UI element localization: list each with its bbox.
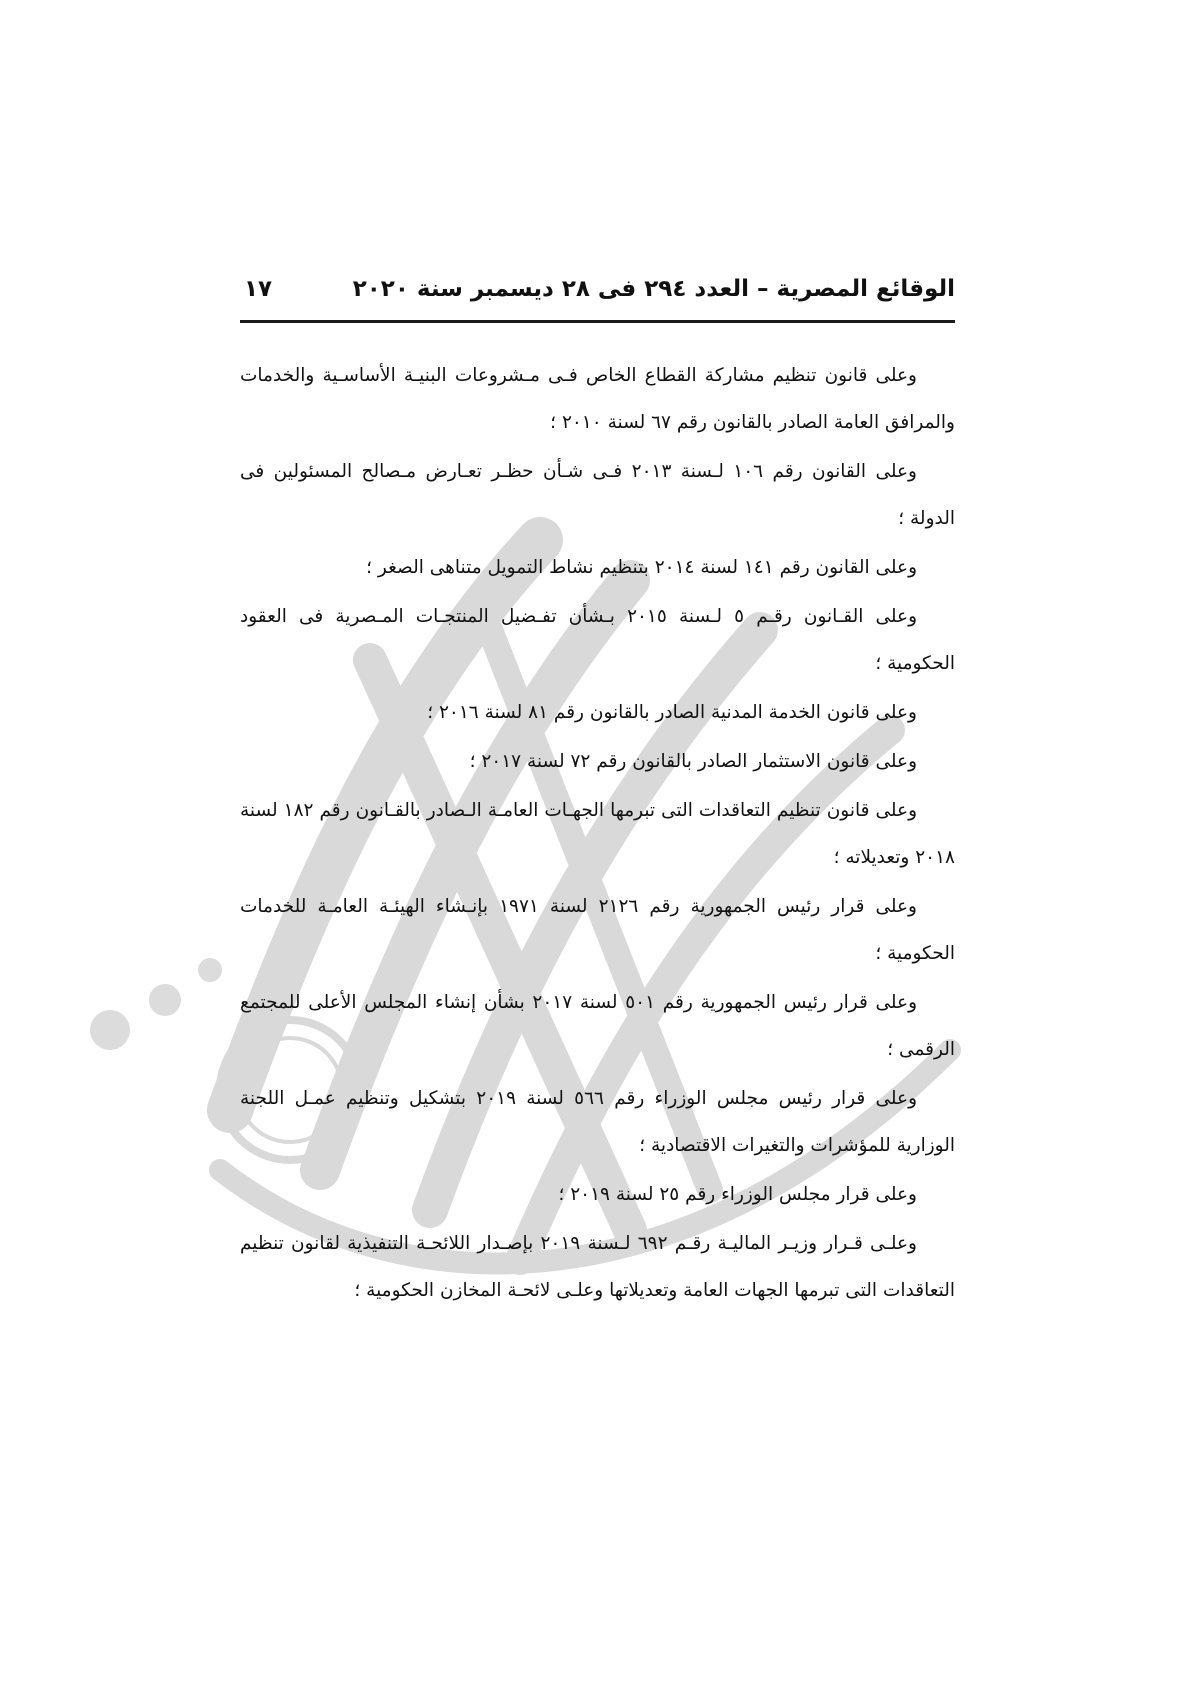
page-header — [240, 270, 955, 320]
paragraph-microfinance-law: وعلى القانون رقم ١٤١ لسنة ٢٠١٤ بتنظيم نشاط التمويل متناهى الصغر ؛ — [366, 557, 917, 578]
paragraph-civil-service-law: وعلى قانون الخدمة المدنية الصادر بالقانون رقم ٨١ لسنة ٢٠١٦ ؛ — [427, 702, 917, 723]
paragraph-cabinet-decision: وعلى قرار مجلس الوزراء رقم ٢٥ لسنة ٢٠١٩ ؛ — [558, 1184, 917, 1205]
header-divider — [240, 320, 955, 323]
paragraph-investment-law: وعلى قانون الاستثمار الصادر بالقانون رقم ٧٢ لسنة ٢٠١٧ ؛ — [469, 751, 917, 772]
paragraph-egyptian-products-law: وعلى القـانون رقـم ٥ لـسنة ٢٠١٥ بـشأن تفـضيل المنتجـات المـصرية فى العقود الحكومية ؛ — [240, 606, 955, 674]
paragraph-public-contracts-law: وعلى قانون تنظيم التعاقدات التى تبرمها الجهـات العامـة الـصادر بالقـانون رقم ١٨٢ لسنة ٢٠١٨ وتعديلاته ؛ — [240, 800, 955, 868]
paragraph-ppp-law: وعلى قانون تنظيم مشاركة القطاع الخاص فـى مـشروعات البنيـة الأساسـية والخدمات والمرافق العامة الصادر بالقانون رقم ٦٧ لسنة ٢٠١٠ ؛ — [240, 365, 955, 433]
document-body — [240, 352, 955, 1316]
paragraph-digital-society-council-decree: وعلى قرار رئيس الجمهورية رقم ٥٠١ لسنة ٢٠١٧ بشأن إنشاء المجلس الأعلى للمجتمع الرقمى ؛ — [240, 992, 955, 1060]
paragraph-ministerial-committee-decree: وعلى قرار رئيس مجلس الوزراء رقم ٥٦٦ لسنة ٢٠١٩ بتشكيل وتنظيم عمـل اللجنة الوزارية للمؤشرات والتغيرات الاقتصادية ؛ — [240, 1088, 955, 1156]
paragraph-government-services-authority-decree: وعلى قرار رئيس الجمهورية رقم ٢١٢٦ لسنة ١٩٧١ بإنـشاء الهيئـة العامـة للخدمات الحكومية ؛ — [240, 896, 955, 964]
paragraph-conflict-of-interest-law: وعلى القانون رقم ١٠٦ لـسنة ٢٠١٣ فـى شـأن حظـر تعـارض مـصالح المسئولين فى الدولة ؛ — [240, 461, 955, 529]
paragraph-finance-minister-decree: وعلـى قـرار وزيـر الماليـة رقـم ٦٩٢ لـسنة ٢٠١٩ بإصـدار اللائحـة التنفيذية لقانون تنظيم التعاقدات التى تبرمها الجهات العامة وتعديلاتها وعلـى لائحـة المخازن الحكومية ؛ — [240, 1233, 955, 1301]
page-number: ١٧ — [244, 276, 273, 302]
gazette-title: الوقائع المصرية – العدد ٢٩٤ فى ٢٨ ديسمبر سنة ٢٠٢٠ — [352, 276, 955, 302]
